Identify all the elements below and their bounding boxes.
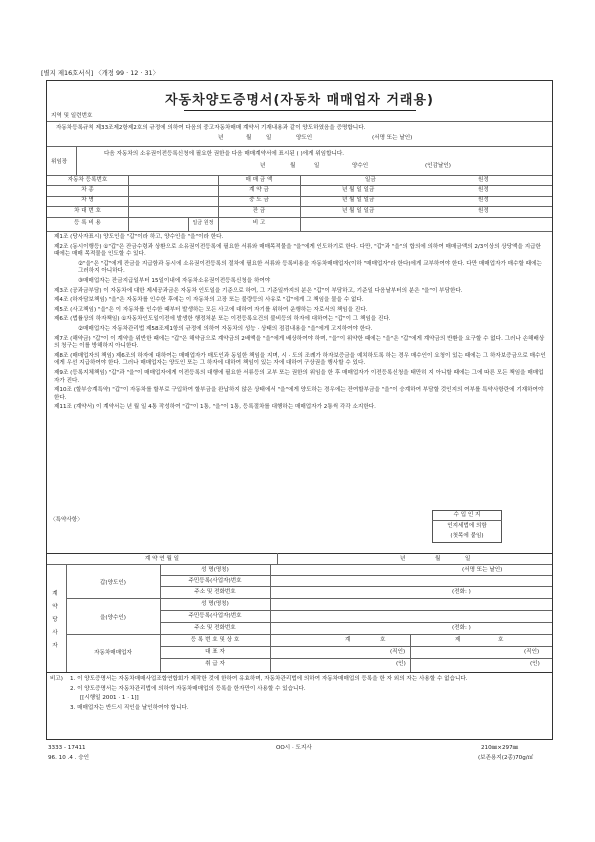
row-name: 차 명 — [81, 197, 94, 203]
stamp-line3: (첫목에 붙임) — [450, 533, 484, 539]
row-deposit-won: 원정 — [478, 187, 489, 193]
dealer-sign1: (직인) — [390, 649, 406, 655]
article-4: 제4조 (하자담보책임) "을"은 자동차를 인수한 후에는 이 자동차의 고장 또는 불량등의 사유로 "갑"에게 그 책임을 물을 수 없다. — [54, 297, 364, 304]
footer-size: 210㎜×297㎜ — [481, 745, 519, 751]
intro-text: 자동차등록규칙 제33조제2항제2호의 규정에 의하여 다음의 중고자동차매매 계약서 기재내용과 같이 양도하였음을 증명합니다. — [56, 125, 366, 131]
buyer-party-label: 을(양수인) — [100, 615, 126, 621]
stamp-line1: 수 입 인 지 — [453, 512, 481, 518]
article-11: 제11조 (계약서) 이 계약서는 년 월 일 4통 작성하여 "갑"이 1통, "을"이 1통, 등록절차를 대행하는 매매업자가 2통씩 각각 소지한다. — [54, 404, 376, 411]
note-3: 3. 매매업자는 반드시 직인을 날인하여야 합니다. — [70, 704, 189, 711]
seller-label: 양도인 — [296, 135, 313, 141]
row-reg-cost-amount: 일금 원정 — [192, 220, 214, 226]
date-day: 일 — [266, 135, 272, 141]
article-1: 제1조 (당사자표시) 양도인을 "갑"이라 하고, 양수인을 "을"이라 한다. — [54, 234, 224, 240]
dealer-rep-label: 대 표 자 — [205, 649, 225, 655]
deleg-year: 년 — [260, 163, 266, 169]
seller-addr-label: 주소 및 전화번호 — [194, 589, 236, 595]
deleg-seal: (인감날인) — [425, 163, 451, 169]
article-2: 제2조 (동시이행등) ①"갑"은 잔금수령과 상환으로 소유권이전등록에 필요한 서류와 매매목적물을 "을"에게 인도하기로 한다. 다만, "갑"과 "을"의 합의에 의하여 매매금액의 2/3이상의 상당액을 지급한 때에는 매매 목적물을 인도할 수 있다. — [54, 243, 541, 258]
buyer-addr-label: 주소 및 전화번호 — [194, 625, 236, 631]
party-label: 계약당사자 — [52, 591, 62, 649]
contract-day: 일 — [465, 556, 471, 562]
article-3: 제3조 (공과금부담) 이 자동차에 대한 제세공과금은 자동차 인도일을 기준으로 하여, 그 기준일까지의 분은 "갑"이 부담하고, 기준일 다음날부터의 분은 "을"이 부담한다. — [54, 287, 463, 294]
dealer-reg-label: 등 록 번 호 및 상 호 — [190, 637, 240, 643]
row-reg-cost: 등 록 비 용 — [74, 220, 101, 226]
note-2b: [[시행일 2001 · 1 · 1]] — [80, 695, 139, 702]
special-terms: 〈특약사항〉 — [50, 517, 83, 523]
deleg-buyer: 양수인 — [352, 163, 369, 169]
row-type: 차 종 — [81, 187, 94, 193]
page-title: 자동차양도증명서(자동차 매매업자 거래용) — [165, 93, 434, 108]
buyer-id-label: 주민등록(사업자)번호 — [188, 613, 242, 619]
row-deposit-date: 년 월 일 일금 — [342, 187, 375, 193]
row-interim-date: 년 월 일 일금 — [342, 197, 375, 203]
deleg-day: 일 — [314, 163, 320, 169]
deleg-month: 월 — [290, 163, 296, 169]
dealer-label: 자동차매매업자 — [94, 650, 132, 656]
dealer-sign4: (인) — [530, 661, 540, 667]
dealer-gye: 계 — [345, 637, 351, 643]
note-1: 1. 이 양도증명서는 자동차매매사업조합연합회가 제작한 것에 한하여 유효하며, 자동차관리법에 의하여 자동차매매업의 등록을 한 자 외의 자는 사용할 수 없습니다. — [70, 676, 468, 682]
row-balance-won: 원정 — [478, 208, 489, 214]
contract-year: 년 — [400, 556, 406, 562]
article-9: 제9조 (등록지체책임) "갑"과 "을"이 매매업자에게 이전등록의 대행에 필요한 서류등의 교부 또는 권한의 위임을 한 후 매매업자가 이전등록신청을 태만히 지 아니할 때에는 그에 따른 모든 책임을 매매업자가 진다. — [54, 369, 544, 384]
row-balance-date: 년 월 일 일금 — [342, 208, 375, 214]
footer-issuer: OO시 · 도지사 — [276, 745, 312, 751]
delegation-label: 위임장 — [51, 159, 68, 165]
contract-month: 월 — [435, 556, 441, 562]
article-10: 제10조 (할부승계특약) "갑"이 자동차를 할부로 구입하여 할부금을 완납하지 않은 상태에서 "을"에게 양도하는 경우에는 잔여할부금을 "을"이 승계하여 부담할 것인지의 여부를 특약사항란에 기재하여야 한다. — [54, 387, 544, 401]
footer-date: 96. 10 .4 . 승인 — [48, 755, 90, 761]
footer-paper: (보존용지(2종)70g/㎡ — [478, 755, 534, 761]
notes-label: 비고) — [50, 676, 63, 682]
article-2-2: ②"을"은 "갑"에게 잔금을 지급함과 동시에 소유권이전등록의 절차에 필요한 서류와 등록비용을 자동차매매업자(이하 "매매업자"라 한다)에게 교부하여야 한다. 다만 매매업자가 매수할 때에는 그러하지 아니하다. — [78, 260, 542, 275]
seller-party-label: 갑(양도인) — [100, 580, 126, 586]
region-serial-label: 지역 및 일련번호 — [51, 113, 93, 119]
article-5: 제5조 (사고책임) "을"은 이 자동차를 인수한 때부터 발생하는 모든 사고에 대하여 자기를 위하여 운행하는 자로서의 책임을 진다. — [54, 306, 368, 313]
row-interim-won: 원정 — [478, 197, 489, 203]
dealer-sign2: (직인) — [524, 649, 540, 655]
row-chassis: 차 대 번 호 — [74, 208, 101, 214]
note-2: 2. 이 양도증명서는 자동차관리법에 의하여 자동차매매업의 등록을 한자만이 사용할 수 있습니다. — [70, 685, 306, 692]
buyer-name-label: 성 명(명칭) — [201, 601, 229, 607]
stamp-line2: 인지세법에 의함 — [447, 523, 487, 529]
seller-sign-label: (서명 또는 날인) — [462, 567, 503, 573]
contract-date-label: 계 약 연 월 일 — [144, 556, 180, 562]
seller-id-label: 주민등록(사업자)번호 — [188, 578, 242, 584]
seller-sign: (서명 또는 날인) — [372, 135, 413, 141]
buyer-tel: (전화: ) — [452, 625, 471, 631]
article-2-3: ③매매업자는 잔금지급일부터 15일이내에 자동차소유권이전등록신청을 하여야 — [78, 277, 271, 284]
article-6: 제6조 (법률상의 하자책임) ①자동차인도일이전에 발생한 행정처분 또는 이전등록요건의 불비등의 하자에 대하여는 "갑"이 그 책임을 진다. — [54, 316, 391, 323]
article-7: 제7조 (해약금) "갑"이 이 계약을 위반한 때에는 "갑"은 해약금으로 계약금의 2배액을 "을"에게 배상하여야 하며, "을"이 위약한 때에는 "을"은 "갑"에게 계약금의 반환을 요구할 수 없다. 그러나 손해배상의 청구는 이를 방해하지 아니한다. — [54, 335, 545, 350]
row-deposit: 계 약 금 — [249, 187, 269, 193]
row-remark: 비 고 — [252, 220, 266, 226]
dealer-sign3: (인) — [396, 661, 406, 667]
delegation-text: 다음 자동차의 소유권이전등록신청에 필요한 권한을 다음 매매계약서에 표시된 ( )에게 위임합니다. — [104, 151, 345, 157]
date-year: 년 — [218, 135, 224, 141]
amount-header: 매 매 금 액 — [245, 177, 273, 183]
dealer-handler-label: 취 급 자 — [205, 661, 225, 667]
seller-tel: (전화: ) — [452, 589, 471, 595]
footer-code: 3333 - 17411 — [48, 745, 86, 751]
article-8: 제8조 (매매업자의 책임) 제6조의 하자에 대하여는 매매업자가 매도인과 동일한 책임을 지며, 시 · 도의 조례가 하자보증금을 예치하도록 하는 경우 매수인이 요청이 있는 때에는 그 하자보증금으로 매수인에게 우선 지급하여야 한다. 그러나 매매업자는 양도인 또는 그 하자에 대하여 책임이 있는 자에 대하여 구상권을 행사할 수 있다. — [54, 352, 546, 367]
notes — [70, 676, 548, 714]
article-6-2: ②매매업자는 자동차관리법 제58조제1항의 규정에 의하여 자동차의 성능 · 상태의 점검내용을 "을"에게 고지하여야 한다. — [78, 325, 373, 332]
form-header: [별지 제16호서식] 〈개정 99 · 12 · 31〉 — [41, 69, 159, 77]
date-month: 월 — [246, 135, 252, 141]
ilgeum-header: 일금 — [365, 177, 376, 183]
seller-name-label: 성 명(명칭) — [201, 567, 229, 573]
won-header: 원정 — [478, 177, 489, 183]
row-interim: 중 도 금 — [249, 197, 269, 203]
row-balance: 잔 금 — [252, 208, 266, 214]
dealer-ho2: 호 — [498, 637, 504, 643]
dealer-gye2: 제 — [455, 637, 461, 643]
reg-no-header: 자동차 등록번호 — [67, 177, 108, 183]
articles — [54, 234, 548, 414]
dealer-ho: 호 — [380, 637, 386, 643]
